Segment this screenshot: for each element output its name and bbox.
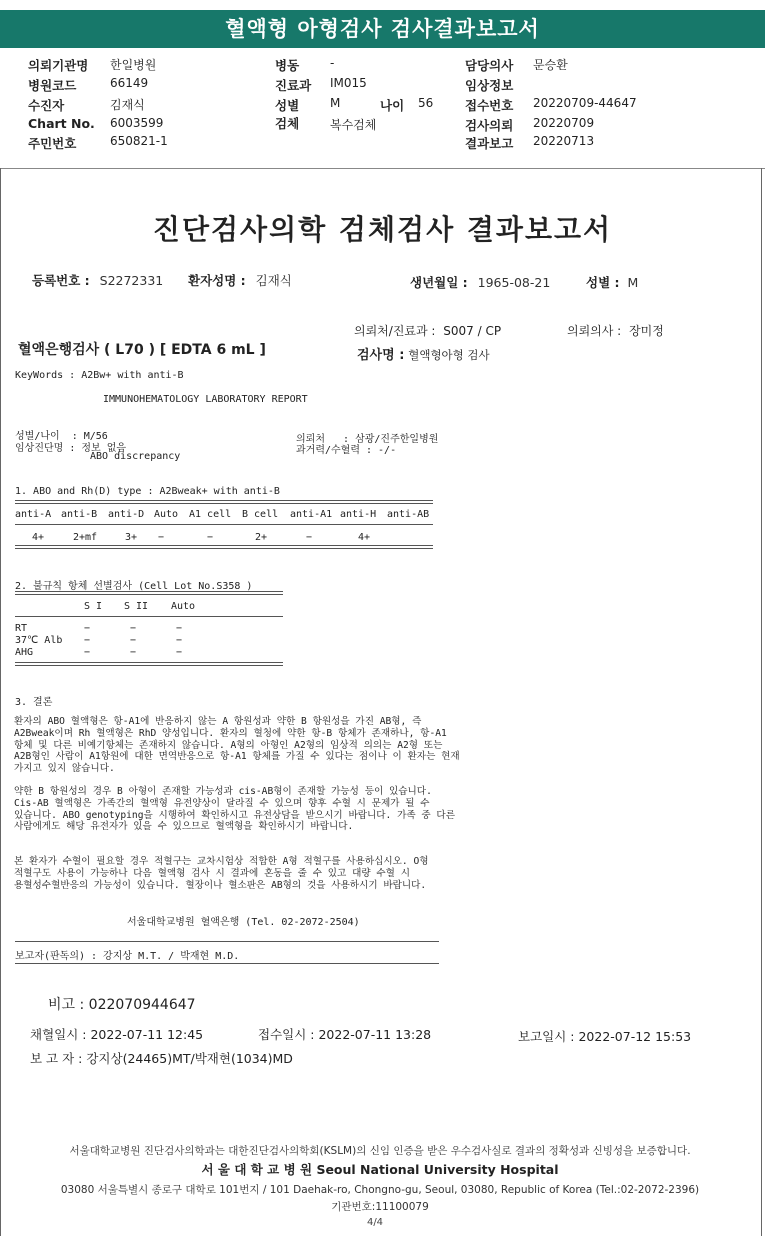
dob-label: 생년월일 : [410, 275, 468, 290]
reporter-line: 보고자(판독의) : 강지상 M.T. / 박재현 M.D. [15, 951, 240, 962]
ward-label: 병동 [275, 58, 300, 73]
screen-value: − [176, 635, 183, 646]
collect-value: 2022-07-11 12:45 [90, 1027, 204, 1042]
reporter-rule-top [15, 941, 439, 942]
screen-value: − [130, 623, 137, 634]
doctor-label: 담당의사 [465, 58, 514, 73]
specimen-label: 검체 [275, 116, 300, 131]
clinical-info-label: 임상정보 [465, 78, 514, 93]
abo-value: 4+ [32, 532, 45, 543]
screen-value: − [130, 647, 137, 658]
abo-value: − [158, 532, 165, 543]
hospital-value: 한일병원 [110, 58, 157, 72]
collect-label: 채혈일시 : [30, 1027, 87, 1042]
abo-col-header: anti-D [108, 509, 145, 520]
screen-value: − [84, 623, 91, 634]
dept-label-2: 의뢰처/진료과 : [354, 324, 436, 338]
page-number: 4/4 [366, 1217, 384, 1228]
referring-doctor-row [567, 322, 664, 339]
dob-value: 1965-08-21 [477, 275, 551, 290]
section2-title: 2. 불규칙 항체 선별검사 (Cell Lot No.S358 ) [15, 581, 253, 592]
section2-rule-mid [15, 616, 283, 617]
chart-no-value: 6003599 [110, 116, 164, 130]
resident-no-value: 650821-1 [110, 134, 168, 148]
note-row [48, 994, 196, 1014]
receive-label: 접수일시 : [258, 1027, 315, 1042]
age-value: 56 [418, 96, 434, 110]
receive-value: 2022-07-11 13:28 [318, 1027, 432, 1042]
reporter2-label: 보 고 자 : [30, 1051, 83, 1066]
abo-col-header: anti-AB [387, 509, 430, 520]
screen-row-label: 37℃ Alb [15, 635, 63, 646]
diagnosis-line-2: ABO discrepancy [90, 451, 181, 462]
screen-row-label: AHG [15, 647, 34, 658]
age-label: 나이 [380, 98, 405, 113]
dept-value: IM015 [330, 76, 367, 90]
report-banner-title: 혈액형 아형검사 검사결과보고서 [0, 10, 765, 48]
reg-no-value: S2272331 [99, 273, 164, 288]
screen-row-label: RT [15, 623, 28, 634]
abo-col-header: anti-A [15, 509, 52, 520]
sex-label: 성별 [275, 98, 300, 113]
abo-value: − [207, 532, 214, 543]
page-left-border [0, 168, 1, 1236]
abo-value: 2+mf [73, 532, 98, 543]
abo-col-header: anti-H [340, 509, 377, 520]
hospital-address: 03080 서울특별시 종로구 대학로 101번지 / 101 Daehak-ro, Chongno-gu, Seoul, 03080, Republic of Korea (Tel.:02-2072-2396) [60, 1184, 700, 1196]
specimen-value: 복수검체 [330, 118, 377, 132]
keywords: KeyWords : A2Bw+ with anti-B [15, 370, 184, 381]
lab-report-title: IMMUNOHEMATOLOGY LABORATORY REPORT [103, 394, 308, 405]
resident-no-label: 주민번호 [28, 136, 77, 151]
request-date-value: 20220709 [533, 116, 595, 130]
abo-col-header: A1 cell [189, 509, 232, 520]
section2-rule-top [15, 591, 283, 595]
header-divider [0, 168, 765, 169]
abo-value: 3+ [125, 532, 138, 543]
hospital-code-value: 66149 [110, 76, 149, 90]
patient-name-label: 환자성명 : [188, 273, 246, 288]
reg-no-row [32, 271, 163, 289]
certification-text: 서울대학교병원 진단검사의학과는 대한진단검사의학회(KSLM)의 신임 인증을 받은 우수검사실로 결과의 정확성과 신빙성을 보증합니다. [69, 1145, 691, 1157]
patient-name-row [188, 271, 292, 289]
abo-col-header: Auto [154, 509, 179, 520]
referring-doctor-value: 장미정 [629, 324, 664, 338]
hospital-label: 의뢰기관명 [28, 58, 89, 73]
reg-no-label: 등록번호 : [32, 273, 90, 288]
screen-value: − [84, 647, 91, 658]
page-right-border [761, 168, 762, 1236]
conclusion-paragraph-3: 본 환자가 수혈이 필요할 경우 적혈구는 교차시험상 적합한 A형 적혈구를 사용하십시오. O형 적혈구도 사용이 가능하나 다음 혈액형 검사 시 결과에 혼동을 줄 수 있고 대량 수혈 시 용혈성수혈반응의 가능성이 있습니다. 혈장이나 혈소판은 AB형의 것을 사용하시기 바랍니다. [14, 856, 429, 891]
screen-col-header: Auto [171, 601, 196, 612]
conclusion-paragraph-1: 환자의 ABO 혈액형은 항-A1에 반응하지 않는 A 항원성과 약한 B 항원성을 가진 AB형, 즉 A2Bweak이며 Rh 혈액형은 RhD 양성입니다. 환자의 혈청에 약한 항-B 항체가 존재하나, 항-A1 항체 및 다른 비예기항체는 존재하지 않습니다. A형의 아형인 A2형의 임상적 의의는 A2형 또는 A2B형인 사람이 A1항원에 대한 면역반응으로 항-A1 항체를 가질 수 있다는 점이나 이 환자는 현재 가지고 있지 않습니다. [14, 716, 460, 775]
section1-rule-mid [15, 524, 433, 525]
report-date-row [518, 1027, 691, 1045]
collect-row [30, 1025, 203, 1043]
screen-value: − [84, 635, 91, 646]
test-name-label: 검사명 : [357, 348, 405, 363]
note-label: 비고 : [48, 997, 85, 1013]
ward-value: - [330, 56, 335, 70]
referring-doctor-label: 의뢰의사 : [567, 324, 622, 338]
screen-value: − [130, 635, 137, 646]
diagnosis-line: 임상진단명 : 정보 없음 [15, 443, 127, 454]
receipt-no-value: 20220709-44647 [533, 96, 637, 110]
report-date-value: 2022-07-12 15:53 [578, 1029, 692, 1044]
patient-name-value: 김재식 [255, 273, 292, 288]
report-date-label: 보고일시 : [518, 1029, 575, 1044]
receive-row [258, 1025, 431, 1043]
reporter2-row [30, 1049, 293, 1067]
test-name-value: 혈액형아형 검사 [408, 348, 490, 362]
referrer-line: 의뢰처 : 삼광/진주한일병원 [296, 434, 439, 445]
reporter2-value: 강지상(24465)MT/박재현(1034)MD [86, 1051, 293, 1066]
abo-value: 4+ [358, 532, 371, 543]
screen-value: − [176, 623, 183, 634]
dept-label: 진료과 [275, 78, 312, 93]
report-sex-row [586, 273, 638, 291]
section1-title: 1. ABO and Rh(D) type : A2Bweak+ with anti-B [15, 486, 280, 497]
report-sex-value: M [627, 275, 639, 290]
hospital-name: 서 울 대 학 교 병 원 Seoul National University Hospital [201, 1162, 559, 1177]
abo-value: 2+ [255, 532, 268, 543]
sex-value: M [330, 96, 341, 110]
screen-col-header: S II [124, 601, 149, 612]
history-line: 과거력/수혈력 : -/- [296, 445, 397, 456]
section1-rule-bottom [15, 545, 433, 549]
chart-no-label: Chart No. [28, 116, 95, 131]
test-group: 혈액은행검사 ( L70 ) [ EDTA 6 mL ] [18, 342, 266, 358]
hospital-code-label: 병원코드 [28, 78, 77, 93]
abo-value: − [306, 532, 313, 543]
conclusion-paragraph-2: 약한 B 항원성의 경우 B 아형이 존재할 가능성과 cis-AB형이 존재할 가능성 등이 있습니다. Cis-AB 혈액형은 가족간의 혈액형 유전양상이 달라질 수 있으며 향후 수혈 시 문제가 될 수 있습니다. ABO genotyping을 시행하여 확인하시고 유전상담을 받으시기 바랍니다. 가족 중 다른 사람에게도 해당 유전자가 있을 수 있으므로 혈액형을 확인하시기 바랍니다. [14, 786, 455, 833]
section3-title: 3. 결론 [15, 697, 53, 708]
result-date-value: 20220713 [533, 134, 595, 148]
screen-col-header: S I [84, 601, 103, 612]
reporter-rule-bottom [15, 963, 439, 964]
dept-value-2: S007 / CP [443, 324, 502, 338]
institution-number: 기관번호:11100079 [331, 1201, 429, 1213]
abo-col-header: anti-B [61, 509, 98, 520]
blood-bank-contact: 서울대학교병원 혈액은행 (Tel. 02-2072-2504) [127, 917, 360, 928]
report-title: 진단검사의학 검체검사 결과보고서 [152, 213, 613, 246]
abo-col-header: anti-A1 [290, 509, 333, 520]
section2-rule-bottom [15, 662, 283, 666]
note-value: 022070944647 [88, 997, 196, 1013]
request-date-label: 검사의뢰 [465, 118, 514, 133]
screen-value: − [176, 647, 183, 658]
abo-col-header: B cell [242, 509, 279, 520]
test-name-row [357, 344, 490, 363]
result-date-label: 결과보고 [465, 136, 514, 151]
section1-rule-top [15, 500, 433, 504]
sex-age-line: 성별/나이 : M/56 [15, 431, 108, 442]
dept-row [354, 322, 501, 339]
report-sex-label: 성별 : [586, 275, 620, 290]
patient-value: 김재식 [110, 98, 145, 112]
receipt-no-label: 접수번호 [465, 98, 514, 113]
dob-row [410, 273, 550, 291]
doctor-value: 문승환 [533, 58, 568, 72]
patient-label: 수진자 [28, 98, 65, 113]
